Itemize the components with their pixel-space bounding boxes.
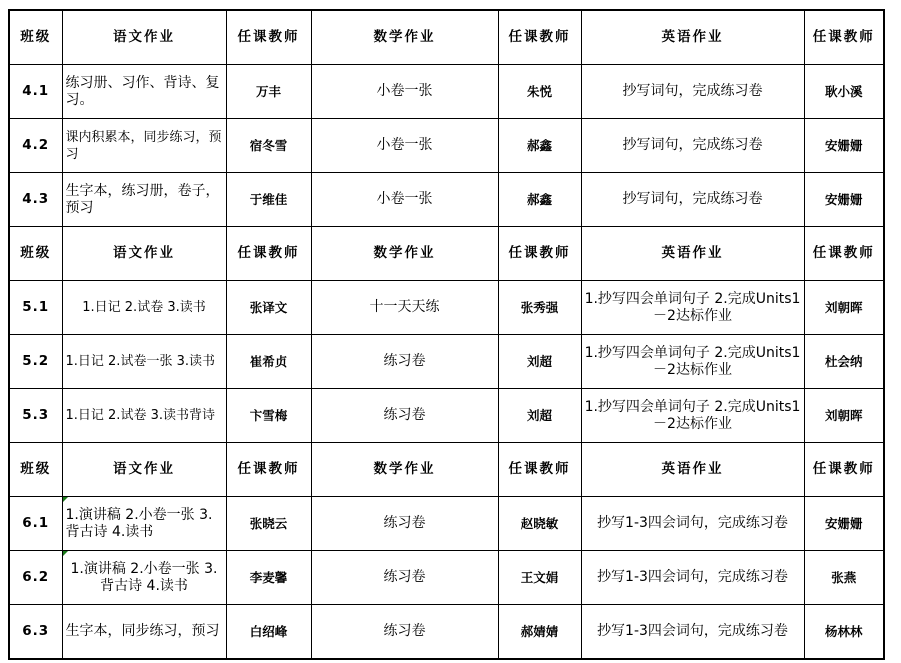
column-header: 语文作业 <box>62 443 226 497</box>
chinese-teacher-cell: 于维佳 <box>226 173 311 227</box>
chinese-teacher-cell: 崔希贞 <box>226 335 311 389</box>
table-row <box>9 605 884 660</box>
column-header: 任课教师 <box>804 10 884 65</box>
math-homework-cell: 练习卷 <box>311 497 498 551</box>
chinese-teacher-cell: 李麦馨 <box>226 551 311 605</box>
math-homework-cell: 小卷一张 <box>311 65 498 119</box>
english-teacher-cell: 安姗姗 <box>804 173 884 227</box>
column-header: 任课教师 <box>226 10 311 65</box>
column-header: 任课教师 <box>226 443 311 497</box>
math-homework-cell: 练习卷 <box>311 335 498 389</box>
english-homework-cell: 抄写词句，完成练习卷 <box>581 173 804 227</box>
table-row <box>9 65 884 119</box>
math-homework-cell: 练习卷 <box>311 389 498 443</box>
math-homework-cell: 练习卷 <box>311 605 498 660</box>
column-header: 数学作业 <box>311 227 498 281</box>
table-row <box>9 497 884 551</box>
english-homework-cell: 抄写词句，完成练习卷 <box>581 119 804 173</box>
english-teacher-cell: 耿小溪 <box>804 65 884 119</box>
math-teacher-cell: 郝鑫 <box>498 119 581 173</box>
english-teacher-cell: 刘朝晖 <box>804 389 884 443</box>
english-teacher-cell: 刘朝晖 <box>804 281 884 335</box>
column-header: 班级 <box>9 227 62 281</box>
chinese-homework-cell: 1.演讲稿 2.小卷一张 3.背古诗 4.读书 <box>62 497 226 551</box>
class-cell: 5.2 <box>9 335 62 389</box>
chinese-teacher-cell: 万丰 <box>226 65 311 119</box>
class-cell: 6.2 <box>9 551 62 605</box>
column-header: 任课教师 <box>226 227 311 281</box>
column-header: 班级 <box>9 10 62 65</box>
column-header: 任课教师 <box>804 443 884 497</box>
chinese-teacher-cell: 张译文 <box>226 281 311 335</box>
english-homework-cell: 抄写1-3四会词句，完成练习卷 <box>581 551 804 605</box>
english-teacher-cell: 杨林林 <box>804 605 884 660</box>
chinese-teacher-cell: 白绍峰 <box>226 605 311 660</box>
table-row <box>9 119 884 173</box>
chinese-homework-cell: 1.日记 2.试卷 3.读书背诗 <box>62 389 226 443</box>
class-cell: 4.1 <box>9 65 62 119</box>
chinese-homework-cell: 生字本，同步练习，预习 <box>62 605 226 660</box>
chinese-teacher-cell: 宿冬雪 <box>226 119 311 173</box>
math-teacher-cell: 赵晓敏 <box>498 497 581 551</box>
math-homework-cell: 练习卷 <box>311 551 498 605</box>
chinese-homework-cell: 1.日记 2.试卷一张 3.读书 <box>62 335 226 389</box>
english-homework-cell: 1.抄写四会单词句子 2.完成Units1－2达标作业 <box>581 281 804 335</box>
chinese-homework-cell: 1.日记 2.试卷 3.读书 <box>62 281 226 335</box>
chinese-teacher-cell: 卞雪梅 <box>226 389 311 443</box>
column-header: 任课教师 <box>804 227 884 281</box>
math-teacher-cell: 张秀强 <box>498 281 581 335</box>
chinese-homework-cell: 课内积累本，同步练习，预习 <box>62 119 226 173</box>
column-header: 英语作业 <box>581 227 804 281</box>
chinese-teacher-cell: 张晓云 <box>226 497 311 551</box>
math-teacher-cell: 郝婧婧 <box>498 605 581 660</box>
table-row <box>9 281 884 335</box>
math-homework-cell: 小卷一张 <box>311 119 498 173</box>
header-row <box>9 227 884 281</box>
class-cell: 5.3 <box>9 389 62 443</box>
class-cell: 4.2 <box>9 119 62 173</box>
column-header: 任课教师 <box>498 443 581 497</box>
table-row <box>9 335 884 389</box>
english-teacher-cell: 安姗姗 <box>804 497 884 551</box>
english-homework-cell: 抄写1-3四会词句，完成练习卷 <box>581 497 804 551</box>
english-teacher-cell: 张燕 <box>804 551 884 605</box>
english-teacher-cell: 安姗姗 <box>804 119 884 173</box>
header-row <box>9 443 884 497</box>
chinese-homework-cell: 练习册、习作、背诗、复习。 <box>62 65 226 119</box>
column-header: 语文作业 <box>62 10 226 65</box>
english-homework-cell: 1.抄写四会单词句子 2.完成Units1－2达标作业 <box>581 335 804 389</box>
english-homework-cell: 1.抄写四会单词句子 2.完成Units1－2达标作业 <box>581 389 804 443</box>
class-cell: 6.3 <box>9 605 62 660</box>
math-teacher-cell: 郝鑫 <box>498 173 581 227</box>
column-header: 语文作业 <box>62 227 226 281</box>
column-header: 任课教师 <box>498 227 581 281</box>
column-header: 数学作业 <box>311 10 498 65</box>
chinese-homework-cell: 1.演讲稿 2.小卷一张 3.背古诗 4.读书 <box>62 551 226 605</box>
class-cell: 6.1 <box>9 497 62 551</box>
column-header: 英语作业 <box>581 10 804 65</box>
math-teacher-cell: 刘超 <box>498 335 581 389</box>
english-teacher-cell: 杜会纳 <box>804 335 884 389</box>
table-row <box>9 551 884 605</box>
table-row <box>9 389 884 443</box>
english-homework-cell: 抄写词句，完成练习卷 <box>581 65 804 119</box>
header-row <box>9 10 884 65</box>
column-header: 英语作业 <box>581 443 804 497</box>
math-teacher-cell: 刘超 <box>498 389 581 443</box>
table-row <box>9 173 884 227</box>
column-header: 班级 <box>9 443 62 497</box>
english-homework-cell: 抄写1-3四会词句，完成练习卷 <box>581 605 804 660</box>
math-teacher-cell: 朱悦 <box>498 65 581 119</box>
chinese-homework-cell: 生字本，练习册，卷子，预习 <box>62 173 226 227</box>
math-teacher-cell: 王文娟 <box>498 551 581 605</box>
column-header: 任课教师 <box>498 10 581 65</box>
class-cell: 4.3 <box>9 173 62 227</box>
column-header: 数学作业 <box>311 443 498 497</box>
math-homework-cell: 十一天天练 <box>311 281 498 335</box>
class-cell: 5.1 <box>9 281 62 335</box>
homework-table <box>8 9 885 660</box>
math-homework-cell: 小卷一张 <box>311 173 498 227</box>
